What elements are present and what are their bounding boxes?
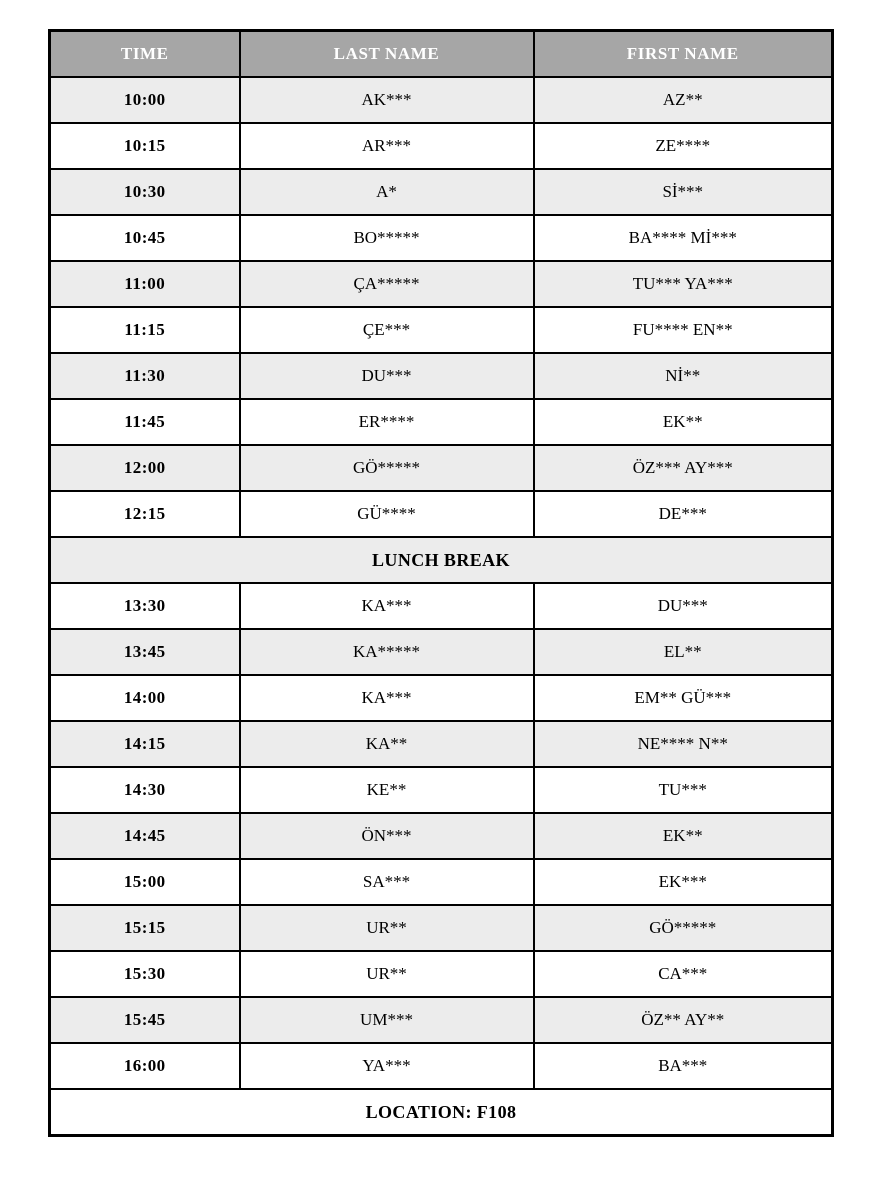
first-name-cell: FU**** EN**	[534, 307, 833, 353]
first-name-cell: DE***	[534, 491, 833, 537]
table-row	[50, 215, 833, 261]
last-name-cell: UM***	[240, 997, 534, 1043]
time-cell: 11:15	[50, 307, 240, 353]
table-row	[50, 77, 833, 123]
time-cell: 11:45	[50, 399, 240, 445]
last-name-cell: KE**	[240, 767, 534, 813]
time-cell: 13:30	[50, 583, 240, 629]
time-cell: 13:45	[50, 629, 240, 675]
last-name-cell: UR**	[240, 905, 534, 951]
first-name-cell: CA***	[534, 951, 833, 997]
table-row	[50, 859, 833, 905]
time-cell: 14:45	[50, 813, 240, 859]
last-name-cell: YA***	[240, 1043, 534, 1089]
table-row	[50, 445, 833, 491]
first-name-cell: EK**	[534, 399, 833, 445]
first-name-cell: AZ**	[534, 77, 833, 123]
lunch-break-label: LUNCH BREAK	[50, 537, 833, 583]
time-cell: 11:00	[50, 261, 240, 307]
last-name-cell: A*	[240, 169, 534, 215]
column-header-last-name: LAST NAME	[240, 31, 534, 78]
last-name-cell: KA*****	[240, 629, 534, 675]
first-name-cell: BA**** Mİ***	[534, 215, 833, 261]
time-cell: 16:00	[50, 1043, 240, 1089]
header-row	[50, 31, 833, 78]
first-name-cell: EK**	[534, 813, 833, 859]
schedule-table	[48, 29, 834, 1137]
first-name-cell: EL**	[534, 629, 833, 675]
time-cell: 15:15	[50, 905, 240, 951]
last-name-cell: ER****	[240, 399, 534, 445]
last-name-cell: GÜ****	[240, 491, 534, 537]
lunch-break-row	[50, 537, 833, 583]
last-name-cell: KA**	[240, 721, 534, 767]
table-row	[50, 169, 833, 215]
first-name-cell: Sİ***	[534, 169, 833, 215]
time-cell: 15:45	[50, 997, 240, 1043]
last-name-cell: KA***	[240, 675, 534, 721]
table-row	[50, 905, 833, 951]
last-name-cell: AR***	[240, 123, 534, 169]
table-row	[50, 675, 833, 721]
time-cell: 10:45	[50, 215, 240, 261]
table-row	[50, 399, 833, 445]
time-cell: 14:00	[50, 675, 240, 721]
first-name-cell: ÖZ** AY**	[534, 997, 833, 1043]
time-cell: 12:15	[50, 491, 240, 537]
location-label: LOCATION: F108	[50, 1089, 833, 1136]
table-row	[50, 261, 833, 307]
table-row	[50, 997, 833, 1043]
table-row	[50, 583, 833, 629]
table-row	[50, 1043, 833, 1089]
table-row	[50, 813, 833, 859]
last-name-cell: AK***	[240, 77, 534, 123]
time-cell: 10:15	[50, 123, 240, 169]
first-name-cell: NE**** N**	[534, 721, 833, 767]
first-name-cell: BA***	[534, 1043, 833, 1089]
time-cell: 15:30	[50, 951, 240, 997]
first-name-cell: Nİ**	[534, 353, 833, 399]
last-name-cell: ÖN***	[240, 813, 534, 859]
time-cell: 14:30	[50, 767, 240, 813]
table-row	[50, 629, 833, 675]
first-name-cell: TU***	[534, 767, 833, 813]
table-row	[50, 123, 833, 169]
last-name-cell: BO*****	[240, 215, 534, 261]
last-name-cell: UR**	[240, 951, 534, 997]
last-name-cell: ÇE***	[240, 307, 534, 353]
table-row	[50, 353, 833, 399]
last-name-cell: SA***	[240, 859, 534, 905]
last-name-cell: GÖ*****	[240, 445, 534, 491]
table-row	[50, 307, 833, 353]
time-cell: 15:00	[50, 859, 240, 905]
table-row	[50, 491, 833, 537]
first-name-cell: EM** GÜ***	[534, 675, 833, 721]
table-row	[50, 951, 833, 997]
column-header-time: TIME	[50, 31, 240, 78]
time-cell: 10:00	[50, 77, 240, 123]
last-name-cell: ÇA*****	[240, 261, 534, 307]
time-cell: 11:30	[50, 353, 240, 399]
first-name-cell: EK***	[534, 859, 833, 905]
time-cell: 14:15	[50, 721, 240, 767]
time-cell: 12:00	[50, 445, 240, 491]
last-name-cell: DU***	[240, 353, 534, 399]
table-row	[50, 767, 833, 813]
first-name-cell: GÖ*****	[534, 905, 833, 951]
first-name-cell: ÖZ*** AY***	[534, 445, 833, 491]
first-name-cell: ZE****	[534, 123, 833, 169]
first-name-cell: DU***	[534, 583, 833, 629]
location-row	[50, 1089, 833, 1136]
table-row	[50, 721, 833, 767]
column-header-first-name: FIRST NAME	[534, 31, 833, 78]
first-name-cell: TU*** YA***	[534, 261, 833, 307]
time-cell: 10:30	[50, 169, 240, 215]
last-name-cell: KA***	[240, 583, 534, 629]
